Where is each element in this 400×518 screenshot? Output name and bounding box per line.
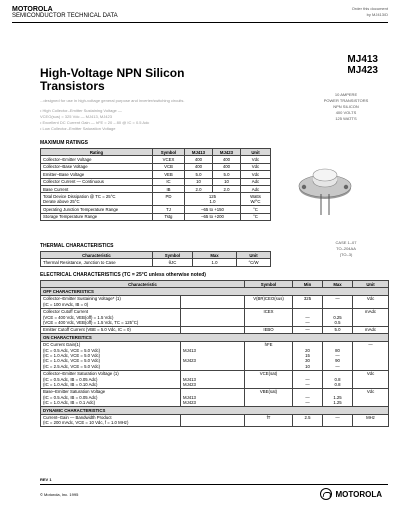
min-cell: — — [293, 388, 323, 406]
column-header: MJ413 [185, 149, 213, 156]
case-line: (TO–3) [339, 252, 353, 257]
unit-cell: mAdc [353, 326, 389, 333]
device-cell: MJ413 MJ423 [181, 341, 245, 370]
title-line-2: Transistors [40, 79, 105, 93]
table-row [41, 171, 271, 178]
max-ratings-heading: MAXIMUM RATINGS [40, 140, 88, 146]
table-header-row [41, 252, 271, 259]
description-line: • High Collector–Emitter Sustaining Voltage — [40, 108, 122, 113]
to3-package-image [290, 160, 360, 220]
unit-cell: °C [241, 213, 271, 220]
unit-cell: Vdc [241, 156, 271, 163]
thermal-table [40, 251, 271, 267]
device-cell [181, 295, 245, 308]
table-row [41, 206, 271, 213]
min-cell: — — [293, 370, 323, 388]
column-header: Unit [353, 281, 389, 288]
characteristic-cell: DC Current Gain(1) (IC = 0.5 Adc, VCE = 5.0 Vdc) (IC = 1.0 Adc, VCE = 5.0 Vdc) (IC = 1.0 Adc, VCE = 5.0 Vdc) (IC = 2.5 Adc, VCE = 5.0 Vdc) [41, 341, 181, 370]
part-number-2: MJ423 [347, 65, 378, 76]
unit-cell: Vdc [241, 171, 271, 178]
max-cell: 5.0 [323, 326, 353, 333]
description-line: ...designed for use in high-voltage general purpose and inverter/switching circuits. [40, 98, 185, 103]
min-cell: 325 [293, 295, 323, 308]
characteristic-cell: Emitter Cutoff Current (VBE = 5.0 Vdc, IC = 0) [41, 326, 181, 333]
table-row [41, 186, 271, 193]
column-header: Max [323, 281, 353, 288]
value-cell: 5.0 [185, 171, 213, 178]
category-label: OFF CHARACTERISTICS [41, 288, 389, 295]
column-header: Max [193, 252, 237, 259]
table-row [41, 326, 389, 333]
table-header-row [41, 281, 389, 288]
column-header: Rating [41, 149, 153, 156]
symbol-cell: VBE(sat) [245, 388, 293, 406]
unit-cell: °C [241, 206, 271, 213]
value-cell: 1.0 [193, 259, 237, 266]
column-header: Characteristic [41, 252, 153, 259]
symbol-cell: V(BR)CEO(sus) [245, 295, 293, 308]
category-label: ON CHARACTERISTICS [41, 334, 389, 341]
min-cell: — — [293, 308, 323, 326]
side-box-line: POWER TRANSISTORS [323, 98, 369, 103]
header-rule [12, 22, 388, 23]
unit-cell: Vdc [353, 388, 389, 406]
symbol-cell: fT [245, 414, 293, 427]
symbol-cell: VCE(sat) [245, 370, 293, 388]
header-brand: MOTOROLA [12, 6, 53, 13]
table-row [41, 370, 389, 388]
column-header: Symbol [153, 252, 193, 259]
category-row [41, 334, 389, 341]
table-row [41, 178, 271, 185]
electrical-table [40, 280, 389, 427]
order-info [352, 6, 388, 18]
unit-cell: MHz [353, 414, 389, 427]
column-header: MJ423 [213, 149, 241, 156]
part-number-1: MJ413 [347, 54, 378, 65]
case-label [314, 240, 378, 258]
side-box-line: NPN SILICON [333, 104, 359, 109]
side-box-line: 125 WATTS [335, 116, 357, 121]
unit-cell: mAdc [353, 308, 389, 326]
header-subtitle: SEMICONDUCTOR TECHNICAL DATA [12, 13, 118, 19]
symbol-cell: TJ [153, 206, 185, 213]
value-cell: 400 [185, 163, 213, 170]
device-cell: MJ413 MJ423 [181, 388, 245, 406]
characteristic-cell: Collector–Emitter Sustaining Voltage* (1) (IC = 100 mAdc, IB = 0) [41, 295, 181, 308]
category-row [41, 407, 389, 414]
value-cell: –65 to +200 [185, 213, 241, 220]
max-cell: 80 — 90 — [323, 341, 353, 370]
symbol-cell: VCEX [153, 156, 185, 163]
min-cell: 2.5 [293, 414, 323, 427]
value-cell: 400 [213, 163, 241, 170]
table-row [41, 163, 271, 170]
value-cell: 400 [213, 156, 241, 163]
order-line-1: Order this document [351, 6, 388, 11]
table-row [41, 156, 271, 163]
symbol-cell: VCB [153, 163, 185, 170]
side-box-line: 10 AMPERE [334, 92, 358, 97]
max-ratings-table [40, 148, 271, 221]
rating-cell: Total Device Dissipation @ TC = 25°C Derate above 25°C [41, 193, 153, 206]
device-cell [181, 326, 245, 333]
symbol-cell: PD [153, 193, 185, 206]
value-cell: 10 [213, 178, 241, 185]
unit-cell: Adc [241, 186, 271, 193]
value-cell: 2.0 [213, 186, 241, 193]
symbol-cell: IB [153, 186, 185, 193]
characteristic-cell: Thermal Resistance, Junction to Case [41, 259, 153, 266]
order-line-2: by MJ413/D [366, 12, 388, 17]
category-row [41, 288, 389, 295]
description-line: VCEO(sus) = 325 Vdc — MJ413, MJ423 [40, 114, 112, 119]
side-box-line: 400 VOLTS [335, 110, 357, 115]
table-row [41, 341, 389, 370]
description-line: • Excellent DC Current Gain — hFE = 20 – 80 @ IC = 0.5 Adc [40, 120, 150, 125]
unit-cell: Vdc [353, 370, 389, 388]
title-line-1: High-Voltage NPN Silicon [40, 66, 185, 80]
unit-cell: Adc [241, 178, 271, 185]
table-row [41, 193, 271, 206]
symbol-cell: VEB [153, 171, 185, 178]
characteristic-cell: Base–Emitter Saturation Voltage (IC = 0.5 Adc, IB = 0.05 Adc) (IC = 1.0 Adc, IB = 0.1 Adc) [41, 388, 181, 406]
side-box [314, 92, 378, 122]
rating-cell: Storage Temperature Range [41, 213, 153, 220]
description-line: • Low Collector–Emitter Saturation Voltage [40, 126, 116, 131]
symbol-cell: ICEX [245, 308, 293, 326]
symbol-cell: IEBO [245, 326, 293, 333]
value-cell: 5.0 [213, 171, 241, 178]
column-header: Symbol [153, 149, 185, 156]
characteristic-cell: Collector Cutoff Current (VCE = 400 Vdc, VEB(off) = 1.5 Vdc) (VCE = 400 Vdc, VEB(off) = 1.5 Vdc, TC = 125°C) [41, 308, 181, 326]
characteristic-cell: Current–Gain — Bandwidth Product (IC = 200 mAdc, VCE = 10 Vdc, f = 1.0 MHz) [41, 414, 181, 427]
min-cell: 20 15 30 10 [293, 341, 323, 370]
symbol-cell: IC [153, 178, 185, 185]
device-cell [181, 414, 245, 427]
unit-cell: — [353, 341, 389, 370]
value-cell: 125 1.0 [185, 193, 241, 206]
column-header: Unit [237, 252, 271, 259]
table-row [41, 259, 271, 266]
symbol-cell: Tstg [153, 213, 185, 220]
value-cell: 2.0 [185, 186, 213, 193]
value-cell: 400 [185, 156, 213, 163]
characteristic-cell: Collector–Emitter Saturation Voltage (1) (IC = 0.5 Adc, IB = 0.05 Adc) (IC = 1.0 Adc, IB = 0.10 Adc) [41, 370, 181, 388]
unit-cell: Vdc [241, 163, 271, 170]
column-header: Unit [241, 149, 271, 156]
min-cell: — [293, 326, 323, 333]
rating-cell: Operating Junction Temperature Range [41, 206, 153, 213]
footer-rule [40, 484, 388, 485]
device-cell [181, 308, 245, 326]
electrical-heading: ELECTRICAL CHARACTERISTICS (TC = 25°C unless otherwise noted) [40, 272, 206, 278]
table-header-row [41, 149, 271, 156]
table-row [41, 213, 271, 220]
unit-cell: Watts W/°C [241, 193, 271, 206]
table-row [41, 295, 389, 308]
rating-cell: Collector–Base Voltage [41, 163, 153, 170]
table-row [41, 414, 389, 427]
revision-note: REV 1 [40, 477, 52, 482]
motorola-logo-icon [320, 488, 332, 500]
unit-cell: °C/W [237, 259, 271, 266]
table-row [41, 308, 389, 326]
max-cell: — [323, 414, 353, 427]
symbol-cell: θJC [153, 259, 193, 266]
rating-cell: Collector Current — Continuous [41, 178, 153, 185]
value-cell: –65 to +150 [185, 206, 241, 213]
case-line: CASE 1–07 [335, 240, 357, 245]
rating-cell: Emitter–Base Voltage [41, 171, 153, 178]
unit-cell: Vdc [353, 295, 389, 308]
column-header: Characteristic [41, 281, 245, 288]
copyright: © Motorola, Inc. 1995 [40, 492, 79, 497]
page-title [40, 67, 184, 93]
category-label: DYNAMIC CHARACTERISTICS [41, 407, 389, 414]
case-line: TO–204AA [336, 246, 356, 251]
rating-cell: Base Current [41, 186, 153, 193]
symbol-cell: hFE [245, 341, 293, 370]
rating-cell: Collector–Emitter Voltage [41, 156, 153, 163]
footer-brand [320, 488, 382, 500]
max-cell: — [323, 295, 353, 308]
max-cell: 0.8 0.8 [323, 370, 353, 388]
max-cell: 1.25 1.25 [323, 388, 353, 406]
footer-brand-text: MOTOROLA [335, 489, 382, 499]
column-header: Symbol [245, 281, 293, 288]
value-cell: 10 [185, 178, 213, 185]
max-cell: 0.25 0.5 [323, 308, 353, 326]
device-cell: MJ413 MJ423 [181, 370, 245, 388]
table-row [41, 388, 389, 406]
description [40, 98, 270, 132]
column-header: Min [293, 281, 323, 288]
thermal-heading: THERMAL CHARACTERISTICS [40, 243, 114, 249]
